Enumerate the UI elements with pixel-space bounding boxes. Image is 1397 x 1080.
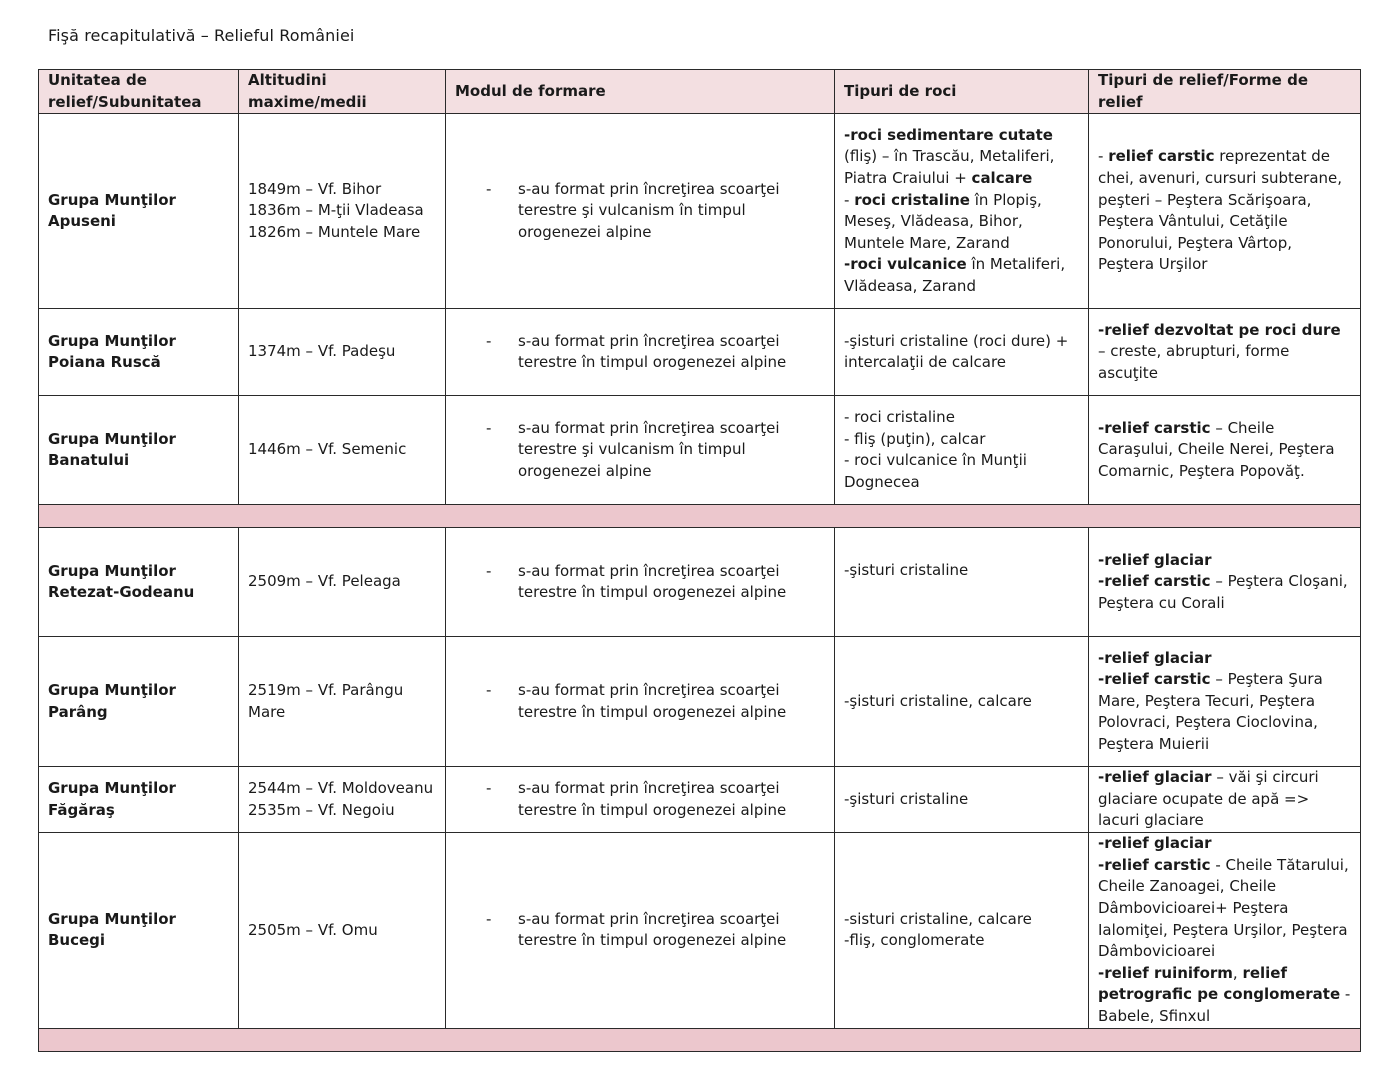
table-row <box>39 528 1361 637</box>
relief-type-bold: -relief ruiniform <box>1098 963 1233 982</box>
relief-type-bold: -relief dezvoltat pe roci dure <box>1098 320 1341 339</box>
separator-row <box>39 1028 1361 1051</box>
formation-text: s-au format prin încreţirea scoarţei terestre şi vulcanism în timpul orogenezei alpine <box>518 179 780 241</box>
header-relief: Tipuri de relief/Forme de relief <box>1089 70 1361 114</box>
formation-text: s-au format prin încreţirea scoarţei terestre în timpul orogenezei alpine <box>518 331 787 372</box>
unit-name: Grupa Munţilor Făgăraş <box>39 767 239 833</box>
altitude-cell <box>239 637 446 767</box>
recap-table <box>38 69 1361 1052</box>
relief-type-bold: -relief glaciar <box>1098 834 1212 853</box>
altitude-cell <box>239 396 446 505</box>
rock-type-bold: -roci sedimentare cutate <box>844 125 1053 144</box>
relief-detail: – Peştera Şura Mare, Peştera Tecuri, Peştera Polovraci, Peştera Cioclovina, Peştera Muierii <box>1098 670 1323 754</box>
unit-name: Grupa Munţilor Apuseni <box>39 114 239 309</box>
table-row <box>39 114 1361 309</box>
relief-detail: - Cheile Tătarului, Cheile Zanoagei, Cheile Dâmbovicioarei+ Peştera Ialomiţei, Peştera Urşilor, Peştera Dâmbovicioarei <box>1098 855 1349 961</box>
relief-type-bold: -relief glaciar <box>1098 648 1212 667</box>
bullet-dash: - <box>486 909 492 928</box>
altitude-value: 1836m – M-ţii Vladeasa <box>248 201 424 220</box>
table-header-row <box>39 70 1361 114</box>
rocks-cell: -şisturi cristaline <box>835 767 1089 833</box>
relief-cell <box>1089 309 1361 396</box>
rocks-cell <box>835 114 1089 309</box>
rocks-cell <box>835 396 1089 505</box>
relief-detail: – Cheile Caraşului, Cheile Nerei, Peştera Comarnic, Peştera Popovăţ. <box>1098 418 1335 480</box>
altitude-cell <box>239 309 446 396</box>
formation-cell <box>446 767 835 833</box>
unit-name: Grupa Munţilor Banatului <box>39 396 239 505</box>
altitude-value: 2544m – Vf. Moldoveanu <box>248 779 434 798</box>
altitude-value: 1849m – Vf. Bihor <box>248 179 382 198</box>
altitude-value: 1446m – Vf. Semenic <box>248 440 407 459</box>
formation-cell <box>446 637 835 767</box>
formation-cell <box>446 396 835 505</box>
rock-line: - fliş (puţin), calcar <box>844 429 986 448</box>
relief-detail: – Peştera Cloşani, Peştera cu Corali <box>1098 572 1348 612</box>
unit-name: Grupa Munţilor Bucegi <box>39 833 239 1028</box>
rocks-cell <box>835 833 1089 1028</box>
table-row <box>39 309 1361 396</box>
table-row <box>39 767 1361 833</box>
relief-type-bold: relief petrografic pe conglomerate <box>1098 963 1341 1004</box>
rock-prefix: - <box>844 190 855 209</box>
table-row <box>39 833 1361 1028</box>
altitude-value: 2535m – Vf. Negoiu <box>248 800 395 819</box>
rocks-cell: -şisturi cristaline <box>835 528 1089 637</box>
altitude-value: 1374m – Vf. Padeşu <box>248 342 396 361</box>
relief-cell <box>1089 767 1361 833</box>
header-unit: Unitatea de relief/Subunitatea <box>39 70 239 114</box>
header-formation: Modul de formare <box>446 70 835 114</box>
rock-type-bold: roci cristaline <box>854 190 970 209</box>
bullet-dash: - <box>486 418 492 437</box>
formation-cell <box>446 528 835 637</box>
bullet-dash: - <box>486 779 492 798</box>
altitude-cell <box>239 114 446 309</box>
relief-cell <box>1089 396 1361 505</box>
table-row <box>39 396 1361 505</box>
relief-type-bold: relief carstic <box>1108 147 1215 166</box>
relief-detail: -Babele, Sfinxul <box>1098 985 1351 1025</box>
relief-type-bold: -relief carstic <box>1098 855 1211 874</box>
formation-cell <box>446 309 835 396</box>
altitude-value: 2519m – Vf. Parângu Mare <box>248 681 404 721</box>
relief-detail: reprezentat de chei, avenuri, cursuri subterane, peşteri – Peştera Scărişoara, Peştera Vântului, Cetăţile Ponorului, Peştera Vârtop, Peştera Urşilor <box>1098 147 1343 274</box>
relief-prefix: - <box>1098 147 1109 166</box>
separator-cell <box>39 505 1361 528</box>
altitude-value: 1826m – Muntele Mare <box>248 222 421 241</box>
rock-line: - roci vulcanice în Munţii Dognecea <box>844 451 1027 491</box>
rock-type-bold: calcare <box>971 169 1033 187</box>
formation-cell <box>446 833 835 1028</box>
separator-cell <box>39 1028 1361 1051</box>
formation-cell <box>446 114 835 309</box>
relief-type-bold: -relief glaciar <box>1098 550 1212 569</box>
altitude-cell <box>239 833 446 1028</box>
relief-cell <box>1089 833 1361 1028</box>
separator-row <box>39 505 1361 528</box>
rock-line: -sisturi cristaline, calcare <box>844 909 1032 928</box>
bullet-dash: - <box>486 179 492 198</box>
table-row <box>39 637 1361 767</box>
relief-detail: – văi şi circuri glaciare ocupate de apă => lacuri glaciare <box>1098 768 1319 830</box>
bullet-dash: - <box>486 561 492 580</box>
rock-detail: în Plopiş, Meseş, Vlădeasa, Bihor, Muntele Mare, Zarand <box>844 190 1042 252</box>
altitude-cell <box>239 767 446 833</box>
bullet-dash: - <box>486 331 492 350</box>
altitude-cell <box>239 528 446 637</box>
altitude-value: 2509m – Vf. Peleaga <box>248 572 401 591</box>
rocks-cell: -şisturi cristaline, calcare <box>835 637 1089 767</box>
rock-line: -fliş, conglomerate <box>844 931 985 950</box>
formation-text: s-au format prin încreţirea scoarţei terestre în timpul orogenezei alpine <box>518 909 787 950</box>
relief-separator: , <box>1232 963 1243 982</box>
rock-detail: în Metaliferi, Vlădeasa, Zarand <box>844 255 1066 295</box>
header-rocks: Tipuri de roci <box>835 70 1089 114</box>
bullet-dash: - <box>486 681 492 700</box>
formation-text: s-au format prin încreţirea scoarţei terestre în timpul orogenezei alpine <box>518 681 787 721</box>
unit-name: Grupa Munţilor Poiana Ruscă <box>39 309 239 396</box>
unit-name: Grupa Munţilor Parâng <box>39 637 239 767</box>
relief-cell <box>1089 637 1361 767</box>
formation-text: s-au format prin încreţirea scoarţei terestre şi vulcanism în timpul orogenezei alpine <box>518 418 780 480</box>
formation-text: s-au format prin încreţirea scoarţei terestre în timpul orogenezei alpine <box>518 561 787 602</box>
relief-type-bold: -relief carstic <box>1098 670 1211 689</box>
relief-cell <box>1089 114 1361 309</box>
relief-type-bold: -relief carstic <box>1098 418 1211 437</box>
document-title: Fişă recapitulativă – Relieful României <box>48 26 355 45</box>
relief-type-bold: -relief glaciar <box>1098 768 1212 787</box>
altitude-value: 2505m – Vf. Omu <box>248 920 378 939</box>
rock-type-bold: -roci vulcanice <box>844 255 967 274</box>
rocks-cell: -şisturi cristaline (roci dure) + intercalaţii de calcare <box>835 309 1089 396</box>
relief-cell <box>1089 528 1361 637</box>
unit-name: Grupa Munţilor Retezat-Godeanu <box>39 528 239 637</box>
header-altitude: Altitudini maxime/medii <box>239 70 446 114</box>
rock-detail: (fliş) – în Trascău, Metaliferi, Piatra Craiului + <box>844 147 1055 187</box>
rock-line: - roci cristaline <box>844 408 955 426</box>
formation-text: s-au format prin încreţirea scoarţei terestre în timpul orogenezei alpine <box>518 779 787 819</box>
relief-detail: – creste, abrupturi, forme ascuţite <box>1098 342 1290 382</box>
relief-type-bold: -relief carstic <box>1098 572 1211 591</box>
